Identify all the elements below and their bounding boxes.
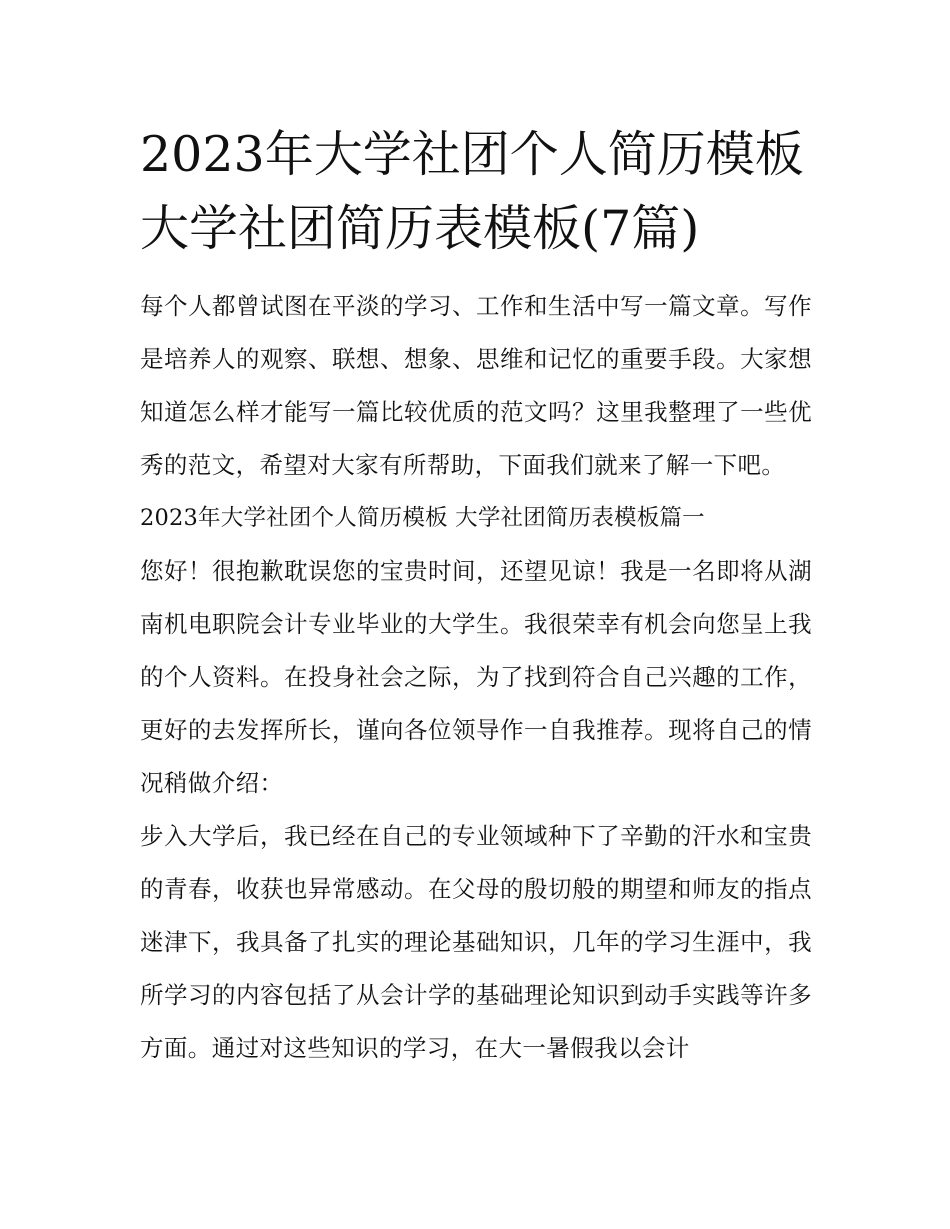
- intro-paragraph: 每个人都曾试图在平淡的学习、工作和生活中写一篇文章。写作是培养人的观察、联想、想象、思维和记忆的重要手段。大家想知道怎么样才能写一篇比较优质的范文吗？这里我整理了一些优秀的范文，希望对大家有所帮助，下面我们就来了解一下吧。: [140, 292, 812, 479]
- document-page: [140, 118, 812, 1075]
- title-line-1: 2023年大学社团个人简历模板: [140, 126, 804, 183]
- body-paragraph-1: 您好！很抱歉耽误您的宝贵时间，还望见谅！我是一名即将从湖南机电职院会计专业毕业的大学生。我很荣幸有机会向您呈上我的个人资料。在投身社会之际，为了找到符合自己兴趣的工作，更好的去发挥所长，谨向各位领导作一自我推荐。现将自己的情况稍做介绍：: [140, 557, 812, 797]
- title-line-2: 大学社团简历表模板(7篇): [140, 200, 700, 257]
- body-paragraph-2: 步入大学后，我已经在自己的专业领域种下了辛勤的汗水和宝贵的青春，收获也异常感动。在父母的殷切般的期望和师友的指点迷津下，我具备了扎实的理论基础知识，几年的学习生涯中，我所学习的内容包括了从会计学的基础理论知识到动手实践等许多方面。通过对这些知识的学习，在大一暑假我以会计: [140, 822, 812, 1062]
- section-heading: 2023年大学社团个人简历模板 大学社团简历表模板篇一: [140, 505, 705, 531]
- document-title: [140, 118, 812, 266]
